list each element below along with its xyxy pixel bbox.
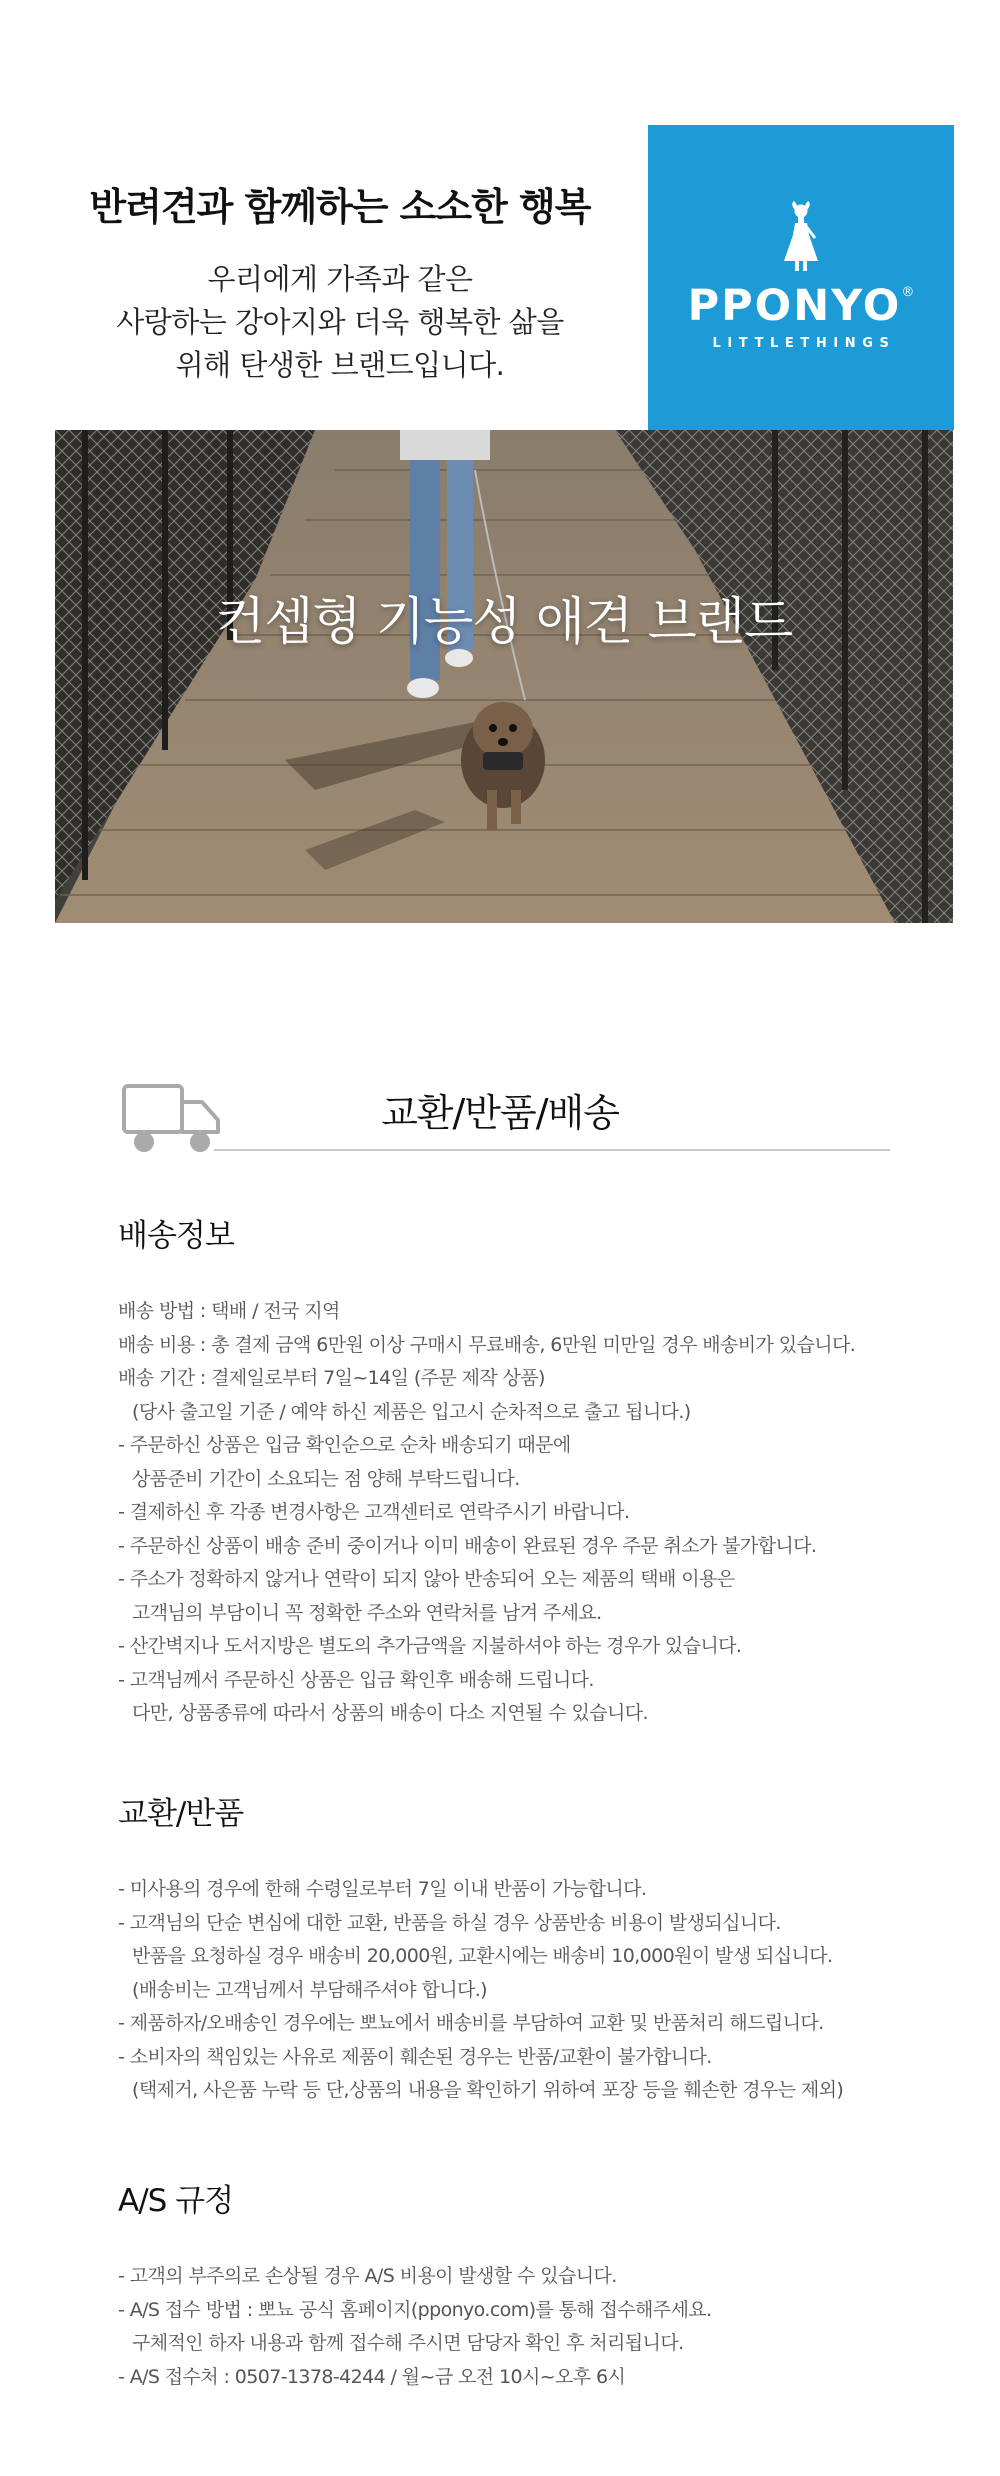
shipping-line: - 주소가 정확하지 않거나 연락이 되지 않아 반송되어 오는 제품의 택배 이용은 (118, 1568, 735, 1590)
logo-subtitle: LITTLETHINGS (712, 336, 896, 351)
exchange-lines (118, 1873, 978, 2108)
as-heading: A/S 규정 (118, 2183, 234, 2219)
tagline-body (60, 258, 620, 387)
shipping-line: - 산간벽지나 도서지방은 별도의 추가금액을 지불하셔야 하는 경우가 있습니다. (118, 1635, 742, 1657)
truck-icon (122, 1080, 222, 1156)
shipping-line: 배송 방법 : 택배 / 전국 지역 (118, 1300, 340, 1322)
shipping-line: 다만, 상품종류에 따라서 상품의 배송이 다소 지연될 수 있습니다. (132, 1702, 649, 1724)
girl-with-dog-icon (776, 201, 826, 273)
exchange-line: - 제품하자/오배송인 경우에는 뽀뇨에서 배송비를 부담하여 교환 및 반품처리 해드립니다. (118, 2012, 824, 2034)
hero-photo (55, 430, 953, 923)
exchange-line: 반품을 요청하실 경우 배송비 20,000원, 교환시에는 배송비 10,000원이 발생 되십니다. (132, 1945, 833, 1967)
exchange-line: (택제거, 사은품 누락 등 단,상품의 내용을 확인하기 위하여 포장 등을 훼손한 경우는 제외) (132, 2079, 844, 2101)
shipping-line: 배송 기간 : 결제일로부터 7일~14일 (주문 제작 상품) (118, 1367, 545, 1389)
shipping-line: 고객님의 부담이니 꼭 정확한 주소와 연락처를 남겨 주세요. (132, 1601, 602, 1624)
exchange-line: - 고객님의 단순 변심에 대한 교환, 반품을 하실 경우 상품반송 비용이 발생되십니다. (118, 1911, 781, 1934)
exchange-line: - 소비자의 책임있는 사유로 제품이 훼손된 경우는 반품/교환이 불가합니다. (118, 2045, 712, 2068)
shipping-line: 배송 비용 : 총 결제 금액 6만원 이상 구매시 무료배송, 6만원 미만일 경우 배송비가 있습니다. (118, 1333, 856, 1356)
shipping-line: - 주문하신 상품이 배송 준비 중이거나 이미 배송이 완료된 경우 주문 취소가 불가합니다. (118, 1534, 817, 1557)
logo-wordmark: PPONYO (687, 281, 902, 331)
shipping-section-header (0, 1060, 1000, 1180)
exchange-line: - 미사용의 경우에 한해 수령일로부터 7일 이내 반품이 가능합니다. (118, 1878, 647, 1900)
logo-name (648, 281, 954, 331)
shipping-lines (118, 1295, 978, 1731)
exchange-heading: 교환/반품 (118, 1796, 244, 1832)
hero-caption: 컨셉형 기능성 애견 브랜드 (215, 593, 793, 652)
shipping-line: 상품준비 기간이 소요되는 점 양해 부탁드립니다. (132, 1467, 520, 1490)
shipping-line: - 결제하신 후 각종 변경사항은 고객센터로 연락주시기 바랍니다. (118, 1501, 630, 1523)
boardwalk-dog-photo (55, 430, 953, 923)
as-line: 구체적인 하자 내용과 함께 접수해 주시면 담당자 확인 후 처리됩니다. (132, 2332, 684, 2354)
as-info (118, 2175, 978, 2394)
tagline-line: 우리에게 가족과 같은 (207, 262, 473, 296)
tagline-line: 사랑하는 강아지와 더욱 행복한 삶을 (116, 305, 564, 339)
as-line: - A/S 접수 방법 : 뽀뇨 공식 홈페이지(pponyo.com)를 통해 접수해주세요. (118, 2298, 712, 2321)
registered-mark: ® (901, 285, 915, 300)
shipping-line: - 주문하신 상품은 입금 확인순으로 순차 배송되기 때문에 (118, 1434, 571, 1456)
brand-header (0, 0, 1000, 430)
shipping-info (118, 1210, 978, 1731)
exchange-info (118, 1788, 978, 2108)
as-line: - A/S 접수처 : 0507-1378-4244 / 월~금 오전 10시~오후 6시 (118, 2365, 626, 2388)
as-line: - 고객의 부주의로 손상될 경우 A/S 비용이 발생할 수 있습니다. (118, 2265, 617, 2287)
section-divider (214, 1149, 890, 1151)
brand-logo (648, 125, 954, 430)
tagline-line: 위해 탄생한 브랜드입니다. (175, 348, 505, 382)
shipping-line: (당사 출고일 기준 / 예약 하신 제품은 입고시 순차적으로 출고 됩니다.) (132, 1400, 691, 1423)
section-title: 교환/반품/배송 (381, 1091, 619, 1135)
exchange-line: (배송비는 고객님께서 부담해주셔야 합니다.) (132, 1978, 487, 2001)
tagline-title: 반려견과 함께하는 소소한 행복 (89, 185, 591, 229)
shipping-heading: 배송정보 (118, 1218, 234, 1254)
shipping-line: - 고객님께서 주문하신 상품은 입금 확인후 배송해 드립니다. (118, 1668, 594, 1691)
as-lines (118, 2260, 978, 2394)
